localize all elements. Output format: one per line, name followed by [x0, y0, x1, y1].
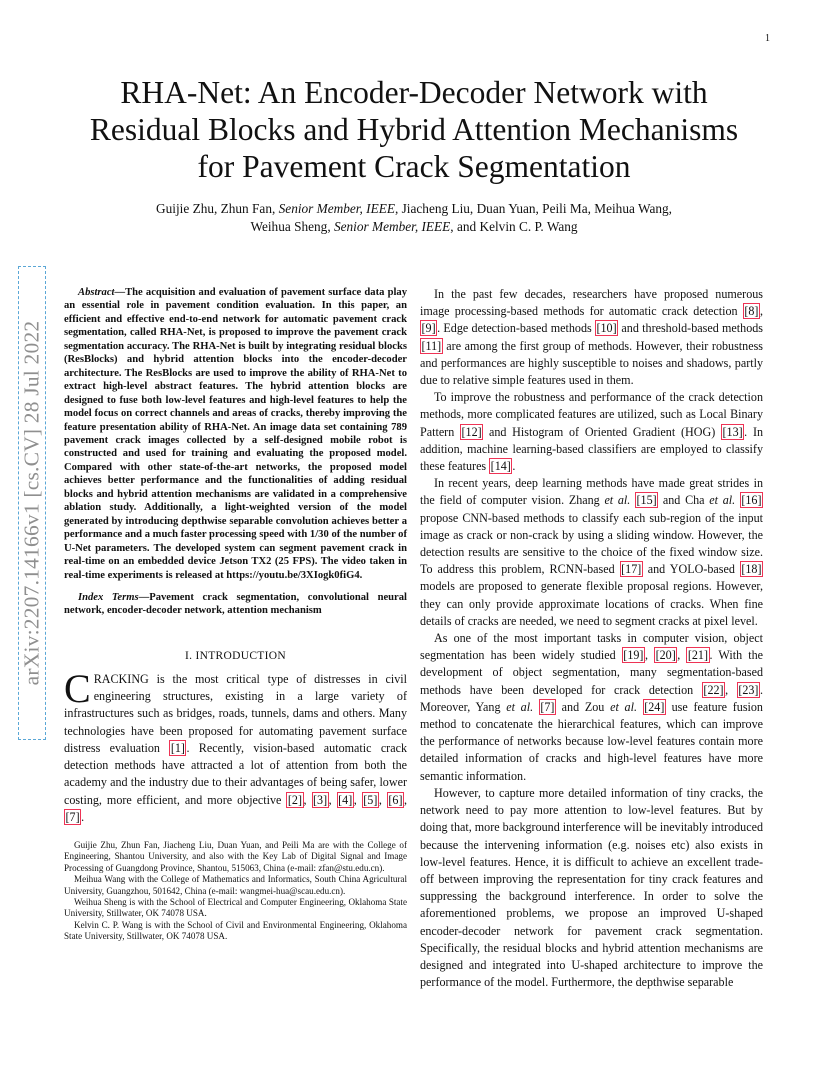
body-paragraph: [420, 475, 763, 630]
citation-link[interactable]: [24]: [644, 699, 665, 714]
author-list: [90, 200, 738, 236]
citation-link[interactable]: [5]: [363, 792, 378, 807]
citation-link[interactable]: [2]: [287, 792, 303, 807]
dropcap: C: [64, 666, 91, 712]
abstract: [64, 286, 407, 582]
intro-paragraph: CRACKING is the most critical type of distresses in civil engineering structures, existing in a large variety of infrastructures such as bridges, roads, tunnels, dams and others. Many technologies have been proposed for automating pavement surface distress evaluation [1] . Recently, vision-based automatic crack detection methods have attracted a lot of attention from both the academy and the industry due to their advantages of being safer, lower costing, more efficient, and more objective [2] , [3] , [4] , [5] , [6] , [7] .: [64, 666, 408, 824]
citation-link[interactable]: [8]: [744, 304, 759, 319]
et-al: et al.: [709, 493, 736, 508]
author-text: Guijie Zhu, Zhun Fan,: [156, 201, 279, 216]
citation-link[interactable]: [7]: [65, 809, 80, 824]
intro-text: is the most critical type of distresses in civil engineering structures, existing in a large variety of infrastructures such as bridges, roads, tunnels, dams and others. Many technologies have been proposed for automating pavement surface distress evaluation: [64, 672, 407, 755]
body-text: . Moreover, Yang: [420, 682, 763, 714]
et-al: et al.: [610, 699, 637, 714]
intro-text: . Recently, vision-based automatic crack detection methods have attracted a lot of attention from both the academy and the industry due to their advantages of being safer, lower costing, more efficient, and more objective: [64, 740, 407, 807]
body-text: use feature fusion method to concatenate the hierarchical features, which can improve the performance of networks because low-level features contain more detailed information of cracks and high-level features have more semantic information.: [420, 699, 763, 783]
body-text: propose CNN-based methods to classify each sub-region of the input image as crack or non-crack by using a sliding window. However, the detection results are sensitive to the choice of the fixed window size. To address this problem, RCNN-based: [420, 510, 763, 577]
citation-link[interactable]: [10]: [596, 321, 617, 336]
body-text: To improve the robustness and performance of the crack detection methods, more complicated features are utilized, such as Local Binary Pattern: [420, 390, 763, 439]
body-text: In the past few decades, researchers have proposed numerous image processing-based methods for automatic crack detection: [420, 287, 763, 319]
citation-link[interactable]: [3]: [313, 792, 328, 807]
body-paragraph: In the past few decades, researchers have proposed numerous image processing-based methods for automatic crack detection [8] , [9] . Edge detection-based methods [10] and threshold-based methods [11] are among the first group of methods. However, their robustness and performances are highly susceptible to noises and shadows, partly due to relative simple features used in them.: [420, 287, 763, 388]
citation-link[interactable]: [4]: [338, 792, 353, 807]
author-title: Senior Member, IEEE: [278, 201, 395, 216]
citation-link[interactable]: [18]: [741, 562, 762, 577]
citation-link[interactable]: [9]: [421, 321, 436, 336]
citation-link[interactable]: [7]: [540, 699, 555, 714]
body-text: . With the development of object segmentation, many segmentation-based methods have been developed for crack detection: [420, 648, 763, 697]
footnotes: [64, 840, 407, 943]
citation-link[interactable]: [6]: [388, 792, 403, 807]
title-line-3: for Pavement Crack Segmentation: [197, 149, 631, 184]
citation-link[interactable]: [22]: [703, 682, 724, 697]
author-text: , and Kelvin C. P. Wang: [450, 219, 578, 234]
title-line-2: Residual Blocks and Hybrid Attention Mechanisms: [89, 112, 739, 147]
footnote: Weihua Sheng is with the School of Electrical and Computer Engineering, Oklahoma State University, Stillwater, OK 74078 USA.: [64, 896, 407, 919]
arxiv-stamp[interactable]: [18, 266, 46, 740]
body-text: and Histogram of Oriented Gradient (HOG): [483, 424, 721, 439]
body-text: and YOLO-based: [642, 562, 740, 577]
citation-link[interactable]: [20]: [655, 648, 676, 663]
body-paragraph: However, to capture more detailed information of tiny cracks, the network need to pay more attention to low-level features. But by doing that, more background interference will be inevitably introduced because the intervening information (e.g. noises etc) also exists in low-level features. Hence, it is difficult to achieve an excellent trade-off between improving the representation for tiny crack features and suppressing the background interference. In order to solve the aforementioned problems, we propose an improved U-shaped encoder-decoder network for pavement crack segmentation. Specifically, the residual blocks and hybrid attention mechanisms are designed and integrated into U-shaped architecture to improve the performance of the model. Furthermore, the depthwise separable: [420, 785, 763, 990]
body-text: are among the first group of methods. However, their robustness and performances are highly susceptible to noises and shadows, partly due to relative simple features used in them.: [420, 338, 763, 388]
body-paragraph: To improve the robustness and performance of the crack detection methods, more complicated features are utilized, such as Local Binary Pattern [12] and Histogram of Oriented Gradient (HOG) [13] . In addition, machine learning-based classifiers are employed to classify these features [14] .: [420, 390, 764, 474]
et-al: et al.: [506, 699, 534, 714]
citation-link[interactable]: [11]: [421, 338, 442, 353]
citation-link[interactable]: [19]: [623, 648, 644, 663]
index-terms: [64, 591, 407, 618]
section-title-first: I: [195, 649, 200, 662]
body-text: In recent years, deep learning methods have made great strides in the field of computer vision. Zhang: [420, 476, 763, 508]
body-paragraph: As one of the most important tasks in computer vision, object segmentation has been widely studied [19] , [20] , [21] . With the development of object segmentation, many segmentation-based methods have been developed for crack detection [22] , [23] . Moreover, Yang et al. [7] and Zou et al. [24] use feature fusion method to concatenate the hierarchical features, which can improve the performance of networks because low-level features contain more detailed information of cracks and high-level features have more semantic information.: [420, 631, 763, 783]
first-word: RACKING: [93, 672, 149, 687]
author-title: Senior Member, IEEE: [333, 219, 451, 234]
citation-link[interactable]: [1]: [170, 740, 185, 755]
body-text: As one of the most important tasks in computer vision, object segmentation has been widely studied: [420, 631, 763, 663]
citation-link[interactable]: [23]: [738, 682, 759, 697]
footnote: Kelvin C. P. Wang is with the School of Civil and Environmental Engineering, Oklahoma State University, Stillwater, OK 74078 USA.: [64, 919, 407, 942]
title-line-1: RHA-Net: An Encoder-Decoder Network with: [120, 75, 708, 110]
author-text: Weihua Sheng,: [250, 219, 334, 234]
abstract-label: Abstract: [78, 287, 115, 298]
citation-link[interactable]: [17]: [621, 562, 642, 577]
section-heading-introduction: [64, 648, 407, 665]
paper-title: [60, 74, 768, 185]
section-numeral: I.: [185, 649, 196, 662]
body-text: and threshold-based methods: [618, 321, 763, 336]
citation-link[interactable]: [14]: [490, 459, 511, 474]
left-column: [64, 286, 407, 943]
citation-link[interactable]: [15]: [636, 493, 657, 508]
page-number: 1: [765, 33, 770, 44]
footnote: Meihua Wang with the College of Mathematics and Informatics, South China Agricultural University, Guangzhou, 501642, China (e-mail: wangmei-hua@scau.edu.cn).: [64, 874, 407, 896]
citation-link[interactable]: [13]: [722, 424, 743, 439]
author-text: , Jiacheng Liu, Duan Yuan, Peili Ma, Meihua Wang,: [394, 201, 672, 216]
index-terms-text: —Pavement crack segmentation, convolutional neural network, encoder-decoder network, attention mechanism: [64, 591, 408, 617]
footnote: Guijie Zhu, Zhun Fan, Jiacheng Liu, Duan Yuan, and Peili Ma are with the College of Engineering, Shantou University, and also with the Key Lab of Digital Signal and Image Processing of Guangdong Province, Shantou, 515063, China (e-mail: zfan@stu.edu.cn).: [64, 839, 407, 873]
arxiv-stamp-text: arXiv:2207.14166v1 [cs.CV] 28 Jul 2022: [19, 320, 44, 686]
citation-link[interactable]: [12]: [461, 424, 482, 439]
body-text: and Cha: [658, 493, 710, 508]
body-text: models are proposed to generate flexible proposal regions. However, they can only provide approximate locations of cracks. When fine details of cracks are needed, we need to segment cracks at pixel level.: [420, 579, 763, 628]
citation-link[interactable]: [16]: [741, 493, 762, 508]
abstract-text: —The acquisition and evaluation of pavement surface data play an essential role in pavement condition evaluation. In this paper, an efficient and effective end-to-end network for automatic pavement crack segmentation, called RHA-Net, is proposed to improve the pavement crack segmentation accuracy. The RHA-Net is built by integrating residual blocks (ResBlocks) and hybrid attention blocks into the encoder-decoder architecture. The ResBlocks are used to improve the ability of RHA-Net to extract high-level abstract features. The hybrid attention blocks are designed to fuse both low-level features and high-level features to help the model focus on correct channels and areas of cracks, thereby improving the feature presentation ability of RHA-Net. An image data set containing 789 pavement crack images collected by a self-designed mobile robot is constructed and used for training and evaluating the proposed model. Compared with other state-of-the-art networks, the proposed model achieves better performance and the functionalities of adding residual blocks and hybrid attention mechanisms are validated in a comprehensive ablation study. Additionally, a light-weighted version of the model generated by introducing depthwise separable convolution achieves better a performance and a much faster processing speed with 1/30 of the number of U-Net parameters. The developed system can segment pavement crack in real-time on an embedded device Jetson TX2 (25 FPS). The video taken in real-time experiments is released at https://youtu.be/3XIogk0fiG4.: [64, 287, 407, 581]
body-text: . In addition, machine learning-based classifiers are employed to classify these features: [420, 424, 764, 474]
right-column: [420, 286, 763, 991]
section-title-rest: NTRODUCTION: [199, 649, 286, 662]
citation-link[interactable]: [21]: [687, 648, 709, 663]
index-terms-label: Index Terms: [78, 591, 139, 603]
body-text: and Zou: [555, 699, 611, 714]
body-text: . Edge detection-based methods: [437, 321, 595, 336]
et-al: et al.: [604, 493, 631, 508]
